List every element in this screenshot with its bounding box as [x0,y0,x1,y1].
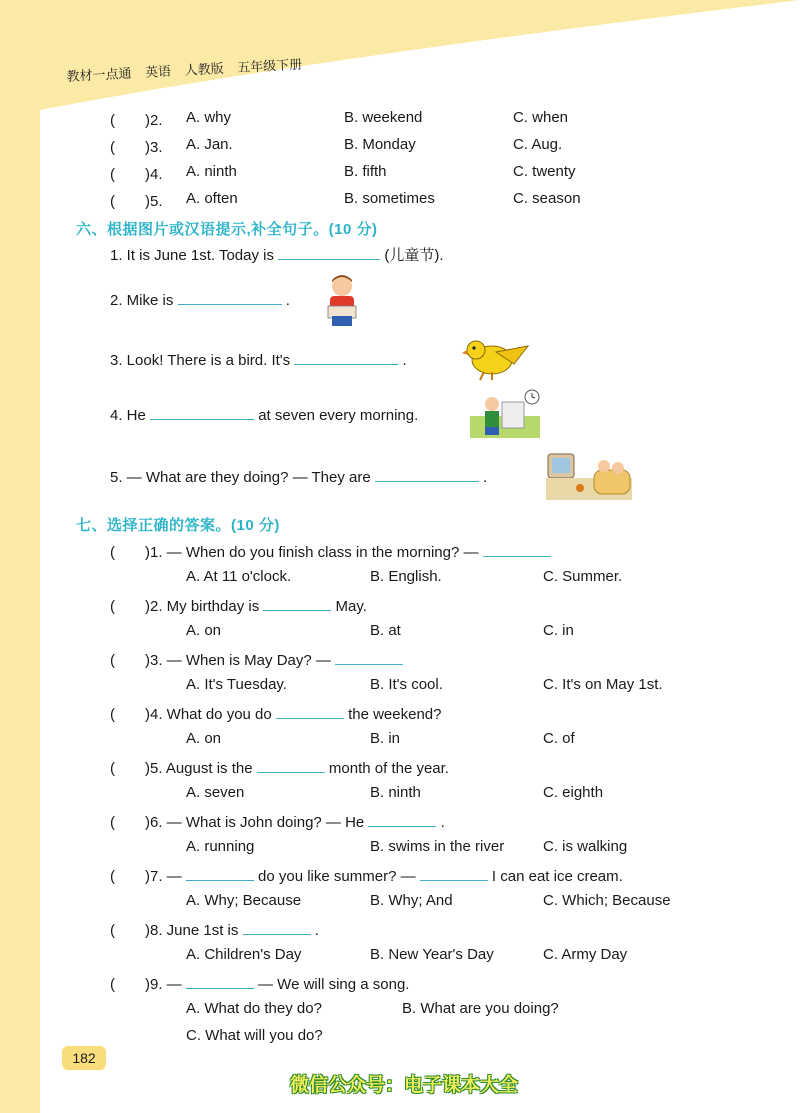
s7-q2-option-a[interactable]: A. on [186,622,222,639]
s7-q4-blank[interactable] [276,704,344,719]
s7-q6-stem [110,811,445,832]
s7-q7-text-after: I can eat ice cream. [491,868,623,885]
s7-q5-option-b[interactable]: B. ninth [370,784,421,801]
s6-q4 [110,405,418,424]
s7-q5-option-c[interactable]: C. eighth [543,784,604,801]
s7-q5-stem [110,757,449,778]
s7-q7-blank-1[interactable] [186,866,254,881]
s5-q3-option-b[interactable]: B. Monday [344,136,416,153]
s7-q4-option-a[interactable]: A. on [186,730,222,747]
book-title: 教材一点通 [66,65,132,84]
s7-q1-stem [110,541,551,562]
s6-q2 [110,290,290,309]
s7-q3-option-c[interactable]: C. It's on May 1st. [543,676,663,693]
s7-q2-option-b[interactable]: B. at [370,622,401,639]
s7-q6-blank[interactable] [368,812,436,827]
s7-q4-text-after: the weekend? [348,706,442,723]
s5-q2-option-c[interactable]: C. when [513,109,569,126]
s6-q1 [110,244,444,265]
s6-q1-text: 1. It is June 1st. Today is [110,247,274,264]
yellow-bird-picture [462,330,532,382]
s7-q9-option-c[interactable]: C. What will you do? [186,1027,323,1044]
subject-label: 英语 [144,63,172,80]
s7-q6-end: . [440,814,445,831]
section7-title: 七、选择正确的答案。(10 分) [76,517,280,534]
s7-q7-text-mid: do you like summer? — [258,868,416,885]
edition-label: 人教版 [184,60,225,78]
s7-q8-option-c[interactable]: C. Army Day [543,946,628,963]
s7-q7-text: ( )7. — [110,868,182,885]
s7-q1-text: ( )1. — When do you finish class in the morning? — [110,544,479,561]
s7-q2-blank[interactable] [263,596,331,611]
s7-q4-stem [110,703,441,724]
s7-q5-blank[interactable] [257,758,325,773]
s6-q2-text: 2. Mike is [110,292,174,309]
s7-q7-option-c[interactable]: C. Which; Because [543,892,671,909]
s6-q5 [110,467,487,486]
s6-q3-text: 3. Look! There is a bird. It's [110,352,291,369]
s7-q9-option-b[interactable]: B. What are you doing? [402,1000,559,1017]
s7-q3-option-b[interactable]: B. It's cool. [370,676,443,693]
s7-q6-option-c[interactable]: C. is walking [543,838,628,855]
s5-q5-option-b[interactable]: B. sometimes [344,190,435,207]
s7-q9-blank[interactable] [186,974,254,989]
s7-q8-end: . [314,922,319,939]
s7-q9-option-a[interactable]: A. What do they do? [186,1000,322,1017]
s7-q2-stem [110,595,367,616]
book-header [66,53,313,85]
s5-q3-option-c[interactable]: C. Aug. [513,136,563,153]
s5-q5-option-c[interactable]: C. season [513,190,581,207]
s7-q3-text: ( )3. — When is May Day? — [110,652,331,669]
s6-q5-blank[interactable] [375,467,479,482]
s7-q6-option-b[interactable]: B. swims in the river [370,838,505,855]
s5-q4-option-b[interactable]: B. fifth [344,163,387,180]
s7-q2-text-after: May. [335,598,367,615]
s7-q5-option-a[interactable]: A. seven [186,784,245,801]
s6-q5-end: . [483,469,488,486]
s6-q5-text: 5. — What are they doing? — They are [110,469,371,486]
s7-q3-blank[interactable] [335,650,403,665]
s6-q3 [110,350,407,369]
s6-q2-end: . [285,292,290,309]
s6-q3-blank[interactable] [294,350,398,365]
s5-q3-option-a[interactable]: A. Jan. [186,136,233,153]
s7-q7-blank-2[interactable] [420,866,488,881]
s5-q3-number[interactable]: ( )3. [110,139,163,156]
boy-getting-up-picture [470,388,540,438]
s7-q9-text: ( )9. — [110,976,182,993]
s6-q3-end: . [402,352,407,369]
s7-q1-option-b[interactable]: B. English. [370,568,442,585]
s7-q1-blank[interactable] [483,542,551,557]
s7-q7-option-a[interactable]: A. Why; Because [186,892,302,909]
grade-label: 五年级下册 [236,56,303,76]
s5-q5-option-a[interactable]: A. often [186,190,238,207]
s6-q4-blank[interactable] [150,405,254,420]
s7-q8-option-a[interactable]: A. Children's Day [186,946,302,963]
s7-q5-text-after: month of the year. [328,760,449,777]
s7-q4-text: ( )4. What do you do [110,706,272,723]
section6-title: 六、根据图片或汉语提示,补全句子。(10 分) [76,221,378,238]
s6-q1-hint: (儿童节). [384,247,444,264]
s7-q9-text-after: — We will sing a song. [258,976,410,993]
boy-reading-picture [322,272,362,328]
s5-q2-number[interactable]: ( )2. [110,112,163,129]
s7-q8-text: ( )8. June 1st is [110,922,239,939]
s7-q2-text: ( )2. My birthday is [110,598,260,615]
page-number: 182 [62,1046,106,1070]
s7-q8-blank[interactable] [243,920,311,935]
s7-q3-stem [110,649,403,670]
s5-q2-option-b[interactable]: B. weekend [344,109,423,126]
s7-q9-stem [110,973,409,994]
family-watching-tv-picture [546,448,632,502]
s7-q7-option-b[interactable]: B. Why; And [370,892,453,909]
s6-q1-blank[interactable] [278,245,380,260]
s7-q1-option-c[interactable]: C. Summer. [543,568,623,585]
s6-q4-text-after: at seven every morning. [258,407,419,424]
s6-q4-text: 4. He [110,407,146,424]
s7-q1-option-a[interactable]: A. At 11 o'clock. [186,568,292,585]
s7-q6-option-a[interactable]: A. running [186,838,255,855]
s7-q4-option-b[interactable]: B. in [370,730,401,747]
s7-q5-text: ( )5. August is the [110,760,253,777]
s5-q4-option-a[interactable]: A. ninth [186,163,237,180]
s7-q2-option-c[interactable]: C. in [543,622,574,639]
s7-q3-option-a[interactable]: A. It's Tuesday. [186,676,287,693]
s6-q2-blank[interactable] [178,290,282,305]
s5-q5-number[interactable]: ( )5. [110,193,163,210]
s5-q4-option-c[interactable]: C. twenty [513,163,576,180]
s7-q7-stem [110,865,623,886]
watermark: 微信公众号：电子课本大全 [290,1075,519,1096]
s7-q6-text: ( )6. — What is John doing? — He [110,814,365,831]
s5-q4-number[interactable]: ( )4. [110,166,163,183]
s7-q8-option-b[interactable]: B. New Year's Day [370,946,494,963]
s5-q2-option-a[interactable]: A. why [186,109,232,126]
s7-q4-option-c[interactable]: C. of [543,730,575,747]
s7-q8-stem [110,919,319,940]
